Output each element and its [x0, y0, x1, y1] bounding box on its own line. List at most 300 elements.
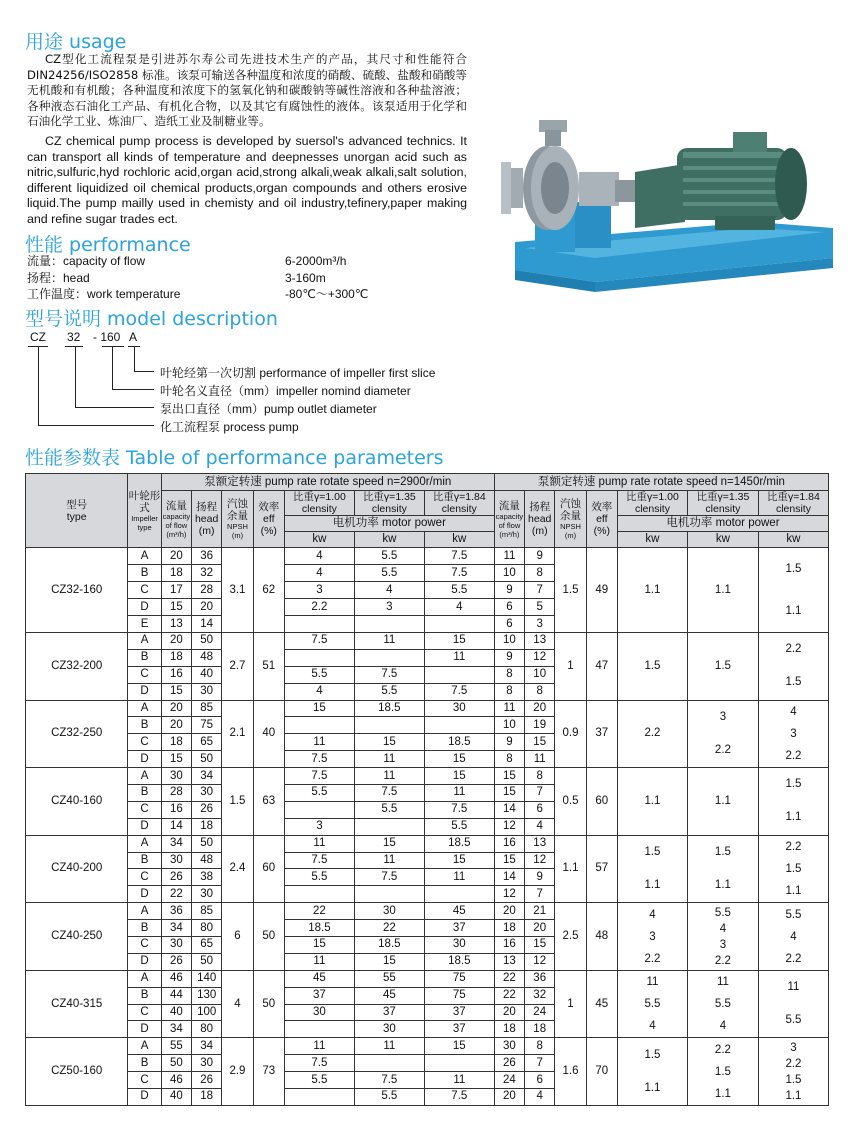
cell-head: 130 — [192, 987, 222, 1004]
cell-flow: 22 — [161, 886, 191, 903]
cell-impeller: B — [128, 717, 161, 734]
cell-model: CZ32-200 — [26, 633, 128, 701]
table-row — [26, 835, 829, 852]
cell-head: 30 — [192, 886, 222, 903]
cell-head-1450: 32 — [525, 987, 555, 1004]
cell-flow: 34 — [161, 1021, 191, 1038]
cell-kw-135 — [354, 886, 424, 903]
cell-flow: 20 — [161, 700, 191, 717]
perf-label-head: 扬程：head — [27, 270, 90, 285]
cell-head: 80 — [192, 1021, 222, 1038]
hdr-flow-en: capacity of flow (m³/h) — [162, 511, 191, 539]
kw-value: 2.2 — [644, 952, 661, 965]
hdr-speed-2900: 泵额定转速 pump rate rotate speed n=2900r/min — [161, 474, 494, 491]
cell-flow-1450: 13 — [494, 953, 524, 970]
cell-head: 30 — [192, 683, 222, 700]
cell-flow: 30 — [161, 768, 191, 785]
cell-npsh: 2.7 — [222, 633, 253, 701]
cell-kw-184: 37 — [424, 920, 494, 937]
cell-impeller: A — [128, 835, 161, 852]
cell-flow: 18 — [161, 649, 191, 666]
cell-model: CZ50-160 — [26, 1038, 128, 1106]
cell-kw-1450-100 — [617, 970, 687, 1038]
cell-kw-100: 11 — [284, 1038, 354, 1055]
kw-value: 1.5 — [785, 1073, 802, 1086]
cell-kw-1450-184 — [758, 903, 828, 971]
model-code-cz: CZ — [30, 330, 46, 344]
cell-kw-1450-135 — [687, 970, 758, 1038]
table-row — [26, 970, 829, 987]
cell-head: 18 — [192, 818, 222, 835]
cell-npsh: 3.1 — [222, 548, 253, 633]
cell-kw-135: 7.5 — [354, 869, 424, 886]
cell-flow: 40 — [161, 1089, 191, 1106]
cell-kw-135: 30 — [354, 1021, 424, 1038]
kw-value: 11 — [787, 981, 800, 994]
kw-value: 1.1 — [644, 878, 661, 891]
cell-flow-1450: 10 — [494, 633, 524, 650]
cell-kw-100: 11 — [284, 953, 354, 970]
cell-kw-100: 7.5 — [284, 633, 354, 650]
cell-impeller: B — [128, 987, 161, 1004]
cell-npsh: 2.4 — [222, 835, 253, 903]
cell-flow: 20 — [161, 633, 191, 650]
kw-value: 4 — [790, 930, 797, 943]
cell-flow: 20 — [161, 548, 191, 565]
cell-kw-184: 15 — [424, 1038, 494, 1055]
cell-kw-135 — [354, 649, 424, 666]
cell-flow-1450: 6 — [494, 599, 524, 616]
kw-value: 1.1 — [714, 1087, 731, 1100]
kw-value: 2.2 — [785, 1057, 802, 1070]
cell-impeller: C — [128, 1004, 161, 1021]
cell-flow-1450: 18 — [494, 920, 524, 937]
hdr-npsh-en: NPSH (m) — [227, 522, 248, 540]
cell-head: 85 — [192, 700, 222, 717]
kw-value: 1.1 — [785, 605, 802, 617]
table-row — [26, 903, 829, 920]
cell-kw-135: 11 — [354, 751, 424, 768]
cell-model: CZ32-160 — [26, 548, 128, 633]
kw-value: 3 — [790, 727, 797, 740]
kw-value: 1.1 — [644, 1081, 661, 1094]
cell-eff: 63 — [253, 768, 284, 836]
cell-flow: 46 — [161, 970, 191, 987]
cell-eff: 40 — [253, 700, 284, 768]
cell-head: 80 — [192, 920, 222, 937]
hdr-eff2-cn: 效率 — [591, 501, 613, 513]
cell-model: CZ40-160 — [26, 768, 128, 836]
kw-value: 2.2 — [785, 840, 802, 853]
cell-head: 75 — [192, 717, 222, 734]
cell-kw-1450-135: 1.1 — [687, 548, 758, 633]
table-row — [26, 633, 829, 650]
cell-kw-184: 5.5 — [424, 818, 494, 835]
cell-head-1450: 7 — [525, 1055, 555, 1072]
cell-flow-1450: 11 — [494, 700, 524, 717]
cell-flow: 34 — [161, 920, 191, 937]
cell-flow-1450: 18 — [494, 1021, 524, 1038]
cell-kw-1450-100: 1.1 — [617, 548, 687, 633]
cell-head-1450: 21 — [525, 903, 555, 920]
model-code-impeller: - 160 — [93, 330, 121, 344]
cell-kw-135: 5.5 — [354, 683, 424, 700]
hdr-eff-en: eff (%) — [260, 513, 277, 537]
cell-kw-1450-100: 2.2 — [617, 700, 687, 768]
kw-value: 2.2 — [785, 643, 802, 656]
cell-impeller: C — [128, 734, 161, 751]
cell-head-1450: 18 — [525, 1021, 555, 1038]
cell-kw-100: 5.5 — [284, 785, 354, 802]
cell-kw-100: 4 — [284, 565, 354, 582]
cell-flow-1450: 8 — [494, 666, 524, 683]
cell-head-1450: 8 — [525, 768, 555, 785]
cell-flow-1450: 8 — [494, 751, 524, 768]
cell-head-1450: 4 — [525, 818, 555, 835]
kw-value: 4 — [719, 1020, 727, 1033]
cell-impeller: C — [128, 937, 161, 954]
hdr-d100: 比重γ=1.00 clensity — [284, 491, 354, 516]
model-item-cut: 叶轮经第一次切割 performance of impeller first slice — [160, 366, 436, 380]
cell-flow: 34 — [161, 835, 191, 852]
kw-value: 4 — [649, 908, 656, 921]
performance-values — [285, 253, 368, 303]
hdr-eff-cn: 效率 — [258, 501, 280, 513]
cell-kw-135: 45 — [354, 987, 424, 1004]
cell-kw-100: 3 — [284, 582, 354, 599]
cell-head: 38 — [192, 869, 222, 886]
kw-value: 1.5 — [644, 845, 661, 858]
cell-impeller: D — [128, 818, 161, 835]
cell-impeller: B — [128, 785, 161, 802]
kw-value: 5.5 — [785, 1014, 802, 1027]
kw-value: 4 — [649, 1020, 656, 1033]
cell-flow-1450: 8 — [494, 683, 524, 700]
cell-impeller: D — [128, 1021, 161, 1038]
cell-head: 50 — [192, 953, 222, 970]
cell-head: 26 — [192, 1072, 222, 1089]
cell-flow-1450: 22 — [494, 970, 524, 987]
perf-label-temp: 工作温度：work temperature — [27, 287, 181, 301]
cell-head-1450: 13 — [525, 835, 555, 852]
hdr-flow2-en: capacity of flow (m³/h) — [495, 511, 524, 539]
cell-kw-1450-184 — [758, 548, 828, 633]
cell-eff: 50 — [253, 903, 284, 971]
hdr-head-en: head (m) — [194, 513, 219, 537]
hdr2-kw-c: kw — [758, 532, 828, 548]
cell-npsh-1450: 1.1 — [555, 835, 586, 903]
cell-kw-135: 18.5 — [354, 700, 424, 717]
hdr2-d184: 比重γ=1.84 clensity — [758, 491, 828, 516]
cell-kw-100: 7.5 — [284, 768, 354, 785]
cell-kw-184 — [424, 886, 494, 903]
cell-head-1450: 7 — [525, 582, 555, 599]
cell-head-1450: 12 — [525, 649, 555, 666]
cell-kw-135: 11 — [354, 768, 424, 785]
cell-kw-184: 15 — [424, 852, 494, 869]
cell-kw-184: 11 — [424, 785, 494, 802]
cell-flow: 18 — [161, 565, 191, 582]
cell-kw-100: 5.5 — [284, 666, 354, 683]
cell-npsh: 1.5 — [222, 768, 253, 836]
cell-kw-184: 45 — [424, 903, 494, 920]
cell-kw-100: 15 — [284, 937, 354, 954]
cell-flow: 26 — [161, 953, 191, 970]
hdr-npsh-cn: 汽蚀余量 — [226, 498, 248, 522]
cell-kw-184: 7.5 — [424, 1089, 494, 1106]
cell-kw-184: 11 — [424, 649, 494, 666]
cell-kw-184: 7.5 — [424, 565, 494, 582]
cell-impeller: D — [128, 1089, 161, 1106]
cell-head-1450: 7 — [525, 886, 555, 903]
hdr-flow2-cn: 流量 — [498, 499, 520, 512]
cell-npsh-1450: 1 — [555, 970, 586, 1038]
hdr2-motor: 电机功率 motor power — [617, 516, 828, 532]
cell-kw-135: 30 — [354, 903, 424, 920]
cell-head-1450: 13 — [525, 633, 555, 650]
cell-flow-1450: 15 — [494, 852, 524, 869]
cell-kw-1450-135 — [687, 1038, 758, 1106]
cell-kw-135: 7.5 — [354, 1072, 424, 1089]
cell-flow-1450: 15 — [494, 768, 524, 785]
cell-eff-1450: 37 — [586, 700, 617, 768]
cell-impeller: C — [128, 869, 161, 886]
cell-kw-100: 11 — [284, 734, 354, 751]
cell-flow-1450: 11 — [494, 548, 524, 565]
cell-flow-1450: 20 — [494, 1004, 524, 1021]
cell-eff: 50 — [253, 970, 284, 1038]
cell-kw-135: 37 — [354, 1004, 424, 1021]
cell-flow: 46 — [161, 1072, 191, 1089]
cell-impeller: A — [128, 548, 161, 565]
cell-kw-100: 30 — [284, 1004, 354, 1021]
cell-head: 65 — [192, 937, 222, 954]
hdr-type — [26, 474, 128, 548]
cell-kw-100 — [284, 886, 354, 903]
cell-kw-184 — [424, 1055, 494, 1072]
hdr-speed-1450: 泵额定转速 pump rate rotate speed n=1450r/min — [494, 474, 828, 491]
cell-impeller: A — [128, 903, 161, 920]
cell-head-1450: 6 — [525, 801, 555, 818]
cell-head-1450: 8 — [525, 1038, 555, 1055]
cell-head: 50 — [192, 835, 222, 852]
cell-eff: 51 — [253, 633, 284, 701]
kw-value: 5.5 — [714, 906, 731, 919]
cell-eff-1450: 48 — [586, 903, 617, 971]
cell-kw-100: 15 — [284, 700, 354, 717]
cell-flow-1450: 6 — [494, 616, 524, 633]
cell-flow-1450: 9 — [494, 734, 524, 751]
cell-flow: 30 — [161, 937, 191, 954]
cell-kw-100: 7.5 — [284, 852, 354, 869]
kw-value: 1.5 — [714, 1065, 731, 1078]
cell-impeller: C — [128, 582, 161, 599]
cell-kw-100: 37 — [284, 987, 354, 1004]
kw-value: 3 — [719, 938, 727, 951]
cell-npsh: 2.1 — [222, 700, 253, 768]
cell-kw-184: 11 — [424, 869, 494, 886]
cell-head: 65 — [192, 734, 222, 751]
usage-en-text: CZ chemical pump process is developed by suersol's advanced technics. It can transport all kinds of temperature and deepnesses unorgan acid such as nitric,sulfuric,hyd rochloric acid,organ acid,strong alkali,weak alkali,salt solution, different liquidized oil chemical products,organ compounds and others erosive liquid.The pump mailly used in chemisty and oil industry,tefinery,paper making and refine sugar trades ect. — [27, 134, 467, 226]
hdr-d184: 比重γ=1.84 clensity — [424, 491, 494, 516]
cell-impeller: B — [128, 920, 161, 937]
hdr-kw-c: kw — [424, 532, 494, 548]
cell-impeller: B — [128, 649, 161, 666]
hdr-eff2-en: eff (%) — [593, 513, 610, 537]
cell-impeller: D — [128, 599, 161, 616]
cell-kw-135: 3 — [354, 599, 424, 616]
cell-flow-1450: 14 — [494, 869, 524, 886]
cell-impeller: B — [128, 565, 161, 582]
cell-impeller: D — [128, 683, 161, 700]
cell-eff: 73 — [253, 1038, 284, 1106]
kw-value: 1.5 — [785, 563, 802, 575]
kw-value: 1.5 — [644, 1048, 661, 1061]
model-code-outlet: 32 — [67, 330, 81, 344]
perf-value-head: 3-160m — [285, 270, 326, 285]
cell-kw-100: 7.5 — [284, 751, 354, 768]
cell-head: 30 — [192, 1055, 222, 1072]
kw-value: 4 — [790, 705, 797, 718]
hdr-impeller-cn: 叶轮形式 — [128, 489, 161, 514]
cell-flow: 17 — [161, 582, 191, 599]
cell-flow-1450: 9 — [494, 649, 524, 666]
cell-flow: 13 — [161, 616, 191, 633]
cell-flow: 26 — [161, 869, 191, 886]
cell-head-1450: 9 — [525, 548, 555, 565]
cell-npsh-1450: 0.9 — [555, 700, 586, 768]
cell-head-1450: 7 — [525, 785, 555, 802]
cell-head: 28 — [192, 582, 222, 599]
cell-flow: 18 — [161, 734, 191, 751]
cell-impeller: C — [128, 801, 161, 818]
cell-npsh-1450: 1.5 — [555, 548, 586, 633]
cell-flow-1450: 24 — [494, 1072, 524, 1089]
hdr2-kw-a: kw — [617, 532, 687, 548]
cell-flow: 44 — [161, 987, 191, 1004]
model-item-impeller: 叶轮名义直径（mm）impeller nomind diameter — [160, 384, 411, 398]
hdr-npsh2-cn: 汽蚀余量 — [560, 498, 581, 522]
cell-eff-1450: 49 — [586, 548, 617, 633]
cell-kw-135: 11 — [354, 633, 424, 650]
cell-kw-100 — [284, 1021, 354, 1038]
hdr-d135: 比重γ=1.35 clensity — [354, 491, 424, 516]
cell-head-1450: 12 — [525, 953, 555, 970]
kw-value: 5.5 — [644, 998, 661, 1011]
cell-model: CZ40-200 — [26, 835, 128, 903]
kw-value: 1.5 — [785, 778, 802, 791]
cell-head-1450: 24 — [525, 1004, 555, 1021]
cell-flow-1450: 12 — [494, 886, 524, 903]
kw-value: 2.2 — [714, 954, 731, 967]
cell-eff-1450: 60 — [586, 768, 617, 836]
cell-kw-184: 7.5 — [424, 683, 494, 700]
cell-kw-184 — [424, 616, 494, 633]
cell-kw-1450-184 — [758, 970, 828, 1038]
hdr2-d100: 比重γ=1.00 clensity — [617, 491, 687, 516]
cell-flow: 20 — [161, 717, 191, 734]
cell-flow-1450: 26 — [494, 1055, 524, 1072]
hdr-motor: 电机功率 motor power — [284, 516, 494, 532]
perf-label-flow: 流量：capacity of flow — [27, 254, 146, 268]
cell-impeller: D — [128, 886, 161, 903]
kw-value: 1.1 — [714, 878, 731, 891]
hdr-kw-b: kw — [354, 532, 424, 548]
cell-kw-100: 5.5 — [284, 1072, 354, 1089]
cell-kw-135 — [354, 616, 424, 633]
cell-kw-1450-100 — [617, 903, 687, 971]
perf-value-temp: -80℃～+300℃ — [285, 287, 369, 301]
cell-kw-100 — [284, 616, 354, 633]
performance-title: 性能 performance — [25, 234, 191, 256]
model-item-pump: 化工流程泵 process pump — [160, 420, 299, 434]
cell-kw-184: 37 — [424, 1004, 494, 1021]
kw-value: 2.2 — [714, 743, 731, 756]
cell-flow: 30 — [161, 852, 191, 869]
cell-kw-1450-135: 1.1 — [687, 768, 758, 836]
cell-kw-184: 15 — [424, 633, 494, 650]
cell-kw-100: 11 — [284, 835, 354, 852]
cell-kw-100: 3 — [284, 818, 354, 835]
cell-kw-100: 2.2 — [284, 599, 354, 616]
model-code-cut: A — [129, 330, 138, 344]
cell-flow: 55 — [161, 1038, 191, 1055]
cell-kw-1450-135 — [687, 700, 758, 768]
cell-kw-184: 18.5 — [424, 953, 494, 970]
kw-value: 1.5 — [785, 676, 802, 689]
kw-value: 5.5 — [785, 908, 802, 921]
kw-value: 1.1 — [785, 884, 802, 897]
cell-head-1450: 11 — [525, 751, 555, 768]
pump-image — [495, 110, 845, 300]
cell-head-1450: 8 — [525, 565, 555, 582]
kw-value: 11 — [646, 976, 659, 989]
cell-flow-1450: 14 — [494, 801, 524, 818]
kw-value: 2.2 — [785, 952, 802, 965]
table-row — [26, 548, 829, 565]
cell-head-1450: 5 — [525, 599, 555, 616]
table-row — [26, 1038, 829, 1055]
cell-kw-184: 75 — [424, 970, 494, 987]
cell-head: 30 — [192, 785, 222, 802]
cell-npsh-1450: 1 — [555, 633, 586, 701]
cell-kw-135: 5.5 — [354, 565, 424, 582]
cell-impeller: E — [128, 616, 161, 633]
cell-kw-1450-100: 1.1 — [617, 768, 687, 836]
cell-kw-184: 15 — [424, 751, 494, 768]
cell-head: 40 — [192, 666, 222, 683]
cell-kw-100 — [284, 717, 354, 734]
cell-kw-1450-184 — [758, 768, 828, 836]
kw-value: 1.5 — [785, 862, 802, 875]
cell-kw-184: 37 — [424, 1021, 494, 1038]
cell-kw-135: 15 — [354, 835, 424, 852]
cell-kw-135: 11 — [354, 1038, 424, 1055]
cell-impeller: A — [128, 1038, 161, 1055]
model-item-outlet: 泵出口直径（mm）pump outlet diameter — [160, 402, 377, 416]
hdr-impeller-en: Impeller type — [131, 513, 158, 532]
cell-head: 50 — [192, 633, 222, 650]
cell-kw-135: 15 — [354, 734, 424, 751]
cell-impeller: C — [128, 666, 161, 683]
cell-head-1450: 19 — [525, 717, 555, 734]
cell-eff: 60 — [253, 835, 284, 903]
cell-kw-100 — [284, 801, 354, 818]
hdr-npsh2-en: NPSH (m) — [560, 522, 581, 540]
cell-head-1450: 6 — [525, 1072, 555, 1089]
cell-flow: 50 — [161, 1055, 191, 1072]
model-title: 型号说明 model description — [25, 308, 278, 330]
